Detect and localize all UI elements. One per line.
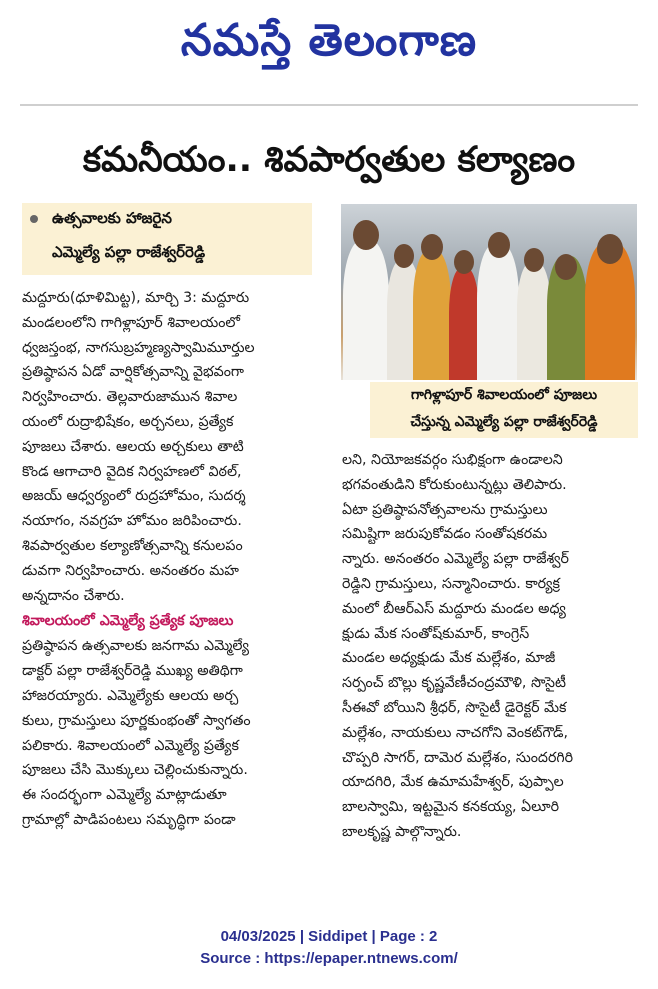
text-line: అన్నదానం చేశారు.: [22, 587, 125, 604]
article-headline: కమనీయం.. శివపార్వతుల కల్యాణం: [82, 140, 576, 180]
text-line: హాజరయ్యారు. ఎమ్మెల్యేకు ఆలయ అర్చ: [22, 687, 239, 704]
highlight-box: [22, 203, 312, 275]
text-line: ప్రతిష్ఠాపన ఉత్సవాలకు జనగామ ఎమ్మెల్యే: [22, 638, 249, 655]
text-line: భగవంతుడిని కోరుకుంటున్నట్లు తెలిపారు.: [342, 476, 567, 493]
text-line: యంలో రుద్రాభిషేకం, అర్చనలు, ప్రత్యేక: [22, 413, 234, 430]
masthead-logo: నమస్తే తెలంగాణ: [180, 15, 478, 66]
text-line: ఏటా ప్రతిష్ఠాపనోత్సవాలను గ్రామస్తులు: [342, 501, 548, 518]
text-line: పూజలు చేసి మొక్కులు చెల్లించుకున్నారు.: [22, 762, 248, 779]
highlight-line-2: ఎమ్మెల్యే పల్లా రాజేశ్వర్‌రెడ్డి: [52, 243, 206, 261]
left-paragraph-1: [22, 286, 314, 608]
section-subhead: శివాలయంలో ఎమ్మెల్యే ప్రత్యేక పూజలు: [22, 613, 234, 630]
text-line: న్నారు. అనంతరం ఎమ్మెల్యే పల్లా రాజేశ్వర్: [342, 551, 569, 568]
text-line: లని, నియోజకవర్గం సుభిక్షంగా ఉండాలని: [342, 452, 563, 468]
text-line: యాదగిరి, మేక ఉమామహేశ్వర్, పుప్పాల: [342, 774, 564, 791]
caption-line-2: చేస్తున్న ఎమ్మెల్యే పల్లా రాజేశ్వర్‌రెడ్డి: [410, 414, 598, 430]
text-line: బాలస్వామి, ఇట్టమైన కనకయ్య, ఏలూరి: [342, 799, 560, 816]
text-line: ప్రతిష్ఠాపన ఏడో వార్షికోత్సవాన్ని వైభవంగా: [22, 364, 244, 381]
highlight-line-1: ఉత్సవాలకు హాజరైన: [52, 209, 172, 227]
text-line: డాక్టర్ పల్లా రాజేశ్వర్‌రెడ్డి ముఖ్య అతిథిగా: [22, 663, 243, 680]
bullet-icon: [30, 215, 38, 223]
article-photo: [341, 204, 637, 380]
text-line: చొప్పరి సాగర్, దామెర మల్లేశం, సుందరగిరి: [342, 749, 574, 766]
text-line: నిర్వహించారు. తెల్లవారుజామున శివాల: [22, 389, 238, 406]
left-column: [22, 286, 314, 833]
text-line: రెడ్డిని గ్రామస్తులు, సన్మానించారు. కార్యక్ర: [342, 575, 560, 592]
text-line: మల్లేశం, నాయకులు నాచగోని వెంకట్‌గౌడ్,: [342, 724, 568, 741]
text-line: కులు, గ్రామస్తులు పూర్ణకుంభంతో స్వాగతం: [22, 712, 251, 729]
footer-info: 04/03/2025 | Siddipet | Page : 2: [220, 928, 438, 945]
left-paragraph-2: [22, 634, 314, 832]
text-line: సర్పంచ్ బొల్లు కృష్ణవేణీచంద్రమౌళి, సొసైటీ: [342, 675, 566, 692]
text-line: శివపార్వతుల కల్యాణోత్సవాన్ని కనులపం: [22, 537, 243, 554]
footer-source: Source : https://epaper.ntnews.com/: [200, 950, 458, 967]
text-line: అజయ్ ఆధ్వర్యంలో రుద్రహోమం, సుదర్శ: [22, 488, 246, 505]
text-line: మద్దూరు(ధూళిమిట్ట), మార్చి 3: మద్దూరు: [22, 290, 250, 306]
text-line: ఈ సందర్భంగా ఎమ్మెల్యే మాట్లాడుతూ: [22, 787, 227, 804]
right-paragraph: [342, 448, 638, 845]
text-line: మంలో బీఆర్ఎస్ మద్దూరు మండల అధ్య: [342, 600, 566, 617]
text-line: సీఈవో బోయిని శ్రీధర్, సొసైటీ డైరెక్టర్ మేక: [342, 699, 567, 716]
text-line: సమిష్టిగా జరుపుకోవడం సంతోషకరమ: [342, 526, 548, 543]
right-column: [342, 448, 638, 845]
photo-caption: [370, 382, 638, 438]
text-line: మండల అధ్యక్షుడు మేక మల్లేశం, మాజీ: [342, 650, 556, 667]
text-line: పలికారు. శివాలయంలో ఎమ్మెల్యే ప్రత్యేక: [22, 737, 239, 754]
text-line: పూజలు చేశారు. ఆలయ అర్చకులు తాటి: [22, 438, 244, 455]
text-line: ధ్వజస్తంభ, నాగసుబ్రహ్మణ్యస్వామిమూర్తుల: [22, 339, 255, 356]
text-line: నయాగం, నవగ్రహ హోమం జరిపించారు.: [22, 513, 242, 530]
text-line: క్షుడు మేక సంతోష్‌కుమార్, కాంగ్రెస్: [342, 625, 530, 642]
text-line: డువగా నిర్వహించారు. అనంతరం మహ: [22, 562, 239, 579]
text-line: మండలంలోని గాగిళ్లాపూర్ శివాలయంలో: [22, 314, 240, 331]
caption-line-1: గాగిళ్లాపూర్ శివాలయంలో పూజలు: [410, 387, 598, 403]
text-line: గ్రామాల్లో పాడిపంటలు సమృద్ధిగా పండా: [22, 811, 236, 828]
masthead-divider: [20, 104, 638, 106]
text-line: కొండ ఆగాచారి వైదిక నిర్వహణలో విఠల్,: [22, 463, 242, 480]
text-line: బాలకృష్ణ పాల్గొన్నారు.: [342, 823, 462, 840]
